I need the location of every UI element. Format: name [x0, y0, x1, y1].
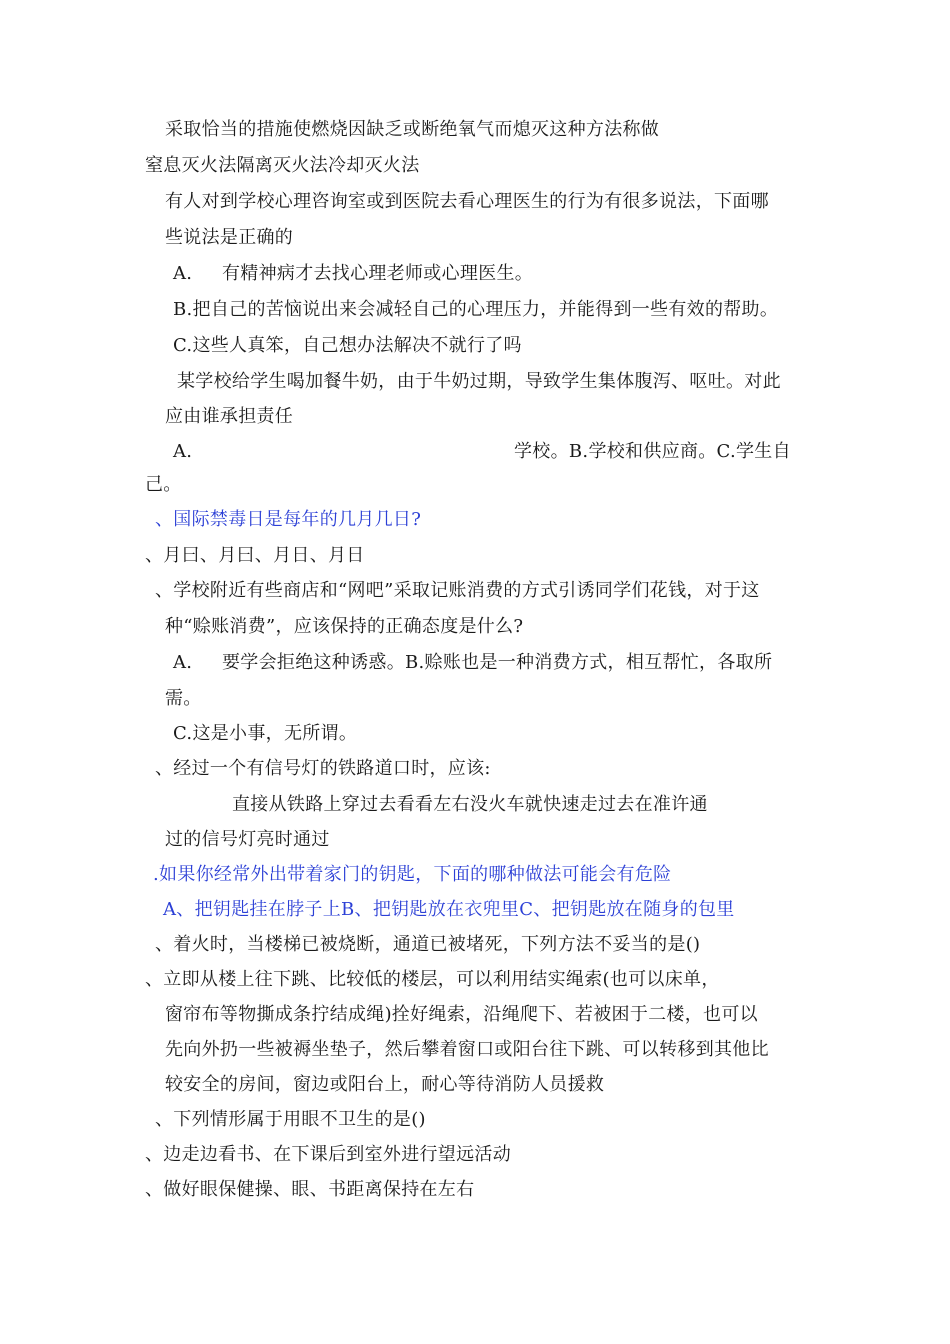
fire-escape-question: 、着火时，当楼梯已被烧断，通道已被堵死，下列方法不妥当的是()	[155, 934, 701, 955]
credit-option-c: C.这是小事，无所谓。	[173, 723, 358, 744]
railway-options: 直接从铁路上穿过去看看左右没火车就快速走过去在准许通	[232, 794, 708, 815]
eye-options-2: 、做好眼保健操、眼、书距离保持在左右	[145, 1179, 475, 1200]
fire-escape-options-cont-3: 较安全的房间，窗边或阳台上，耐心等待消防人员援救	[165, 1074, 605, 1095]
fire-question-text: 采取恰当的措施使燃烧因缺乏或断绝氧气而熄灭这种方法称做	[165, 119, 660, 140]
fire-options: 窒息灭火法隔离灭火法冷却灭火法	[145, 155, 420, 176]
credit-option-b-cont: 需。	[165, 688, 202, 709]
milk-options: 学校。B.学校和供应商。C.学生自	[514, 441, 791, 462]
credit-question-text: 、学校附近有些商店和“网吧”采取记账消费的方式引诱同学们花钱，对于这	[155, 580, 760, 601]
eye-question: 、下列情形属于用眼不卫生的是()	[155, 1109, 426, 1130]
milk-question-text-cont: 应由谁承担责任	[165, 406, 294, 427]
milk-question-text: 某学校给学生喝加餐牛奶，由于牛奶过期，导致学生集体腹泻、呕吐。对此	[177, 371, 781, 392]
milk-options-cont: 己。	[145, 474, 182, 495]
drug-day-question: 、国际禁毒日是每年的几月几日?	[155, 509, 422, 530]
psychology-option-a-letter: A.	[173, 263, 193, 284]
psychology-question-text: 有人对到学校心理咨询室或到医院去看心理医生的行为有很多说法，下面哪	[165, 191, 769, 212]
credit-option-a-b: 要学会拒绝这种诱惑。B.赊账也是一种消费方式，相互帮忙，各取所	[222, 652, 773, 673]
psychology-question-text-cont: 些说法是正确的	[165, 227, 294, 248]
milk-option-a-letter: A.	[173, 441, 193, 462]
psychology-option-c: C.这些人真笨，自己想办法解决不就行了吗	[173, 335, 522, 356]
fire-escape-options-cont-1: 窗帘布等物撕成条拧结成绳)拴好绳索，沿绳爬下、若被困于二楼，也可以	[165, 1004, 758, 1025]
key-options: A、把钥匙挂在脖子上B、把钥匙放在衣兜里C、把钥匙放在随身的包里	[163, 899, 735, 920]
railway-question: 、经过一个有信号灯的铁路道口时，应该:	[155, 758, 491, 779]
key-question: .如果你经常外出带着家门的钥匙，下面的哪种做法可能会有危险	[153, 864, 672, 885]
fire-escape-options: 、立即从楼上往下跳、比较低的楼层，可以利用结实绳索(也可以床单，	[145, 969, 720, 990]
psychology-option-b: B.把自己的苦恼说出来会减轻自己的心理压力，并能得到一些有效的帮助。	[173, 299, 779, 320]
credit-question-text-cont: 种“赊账消费”，应该保持的正确态度是什么?	[165, 616, 524, 637]
drug-day-options: 、月曰、月曰、月日、月日	[145, 545, 365, 566]
psychology-option-a: 有精神病才去找心理老师或心理医生。	[222, 263, 534, 284]
fire-escape-options-cont-2: 先向外扔一些被褥坐垫子，然后攀着窗口或阳台往下跳、可以转移到其他比	[165, 1039, 769, 1060]
credit-option-a-letter: A.	[173, 652, 193, 673]
railway-options-cont: 过的信号灯亮时通过	[165, 829, 330, 850]
eye-options-1: 、边走边看书、在下课后到室外进行望远活动	[145, 1144, 511, 1165]
